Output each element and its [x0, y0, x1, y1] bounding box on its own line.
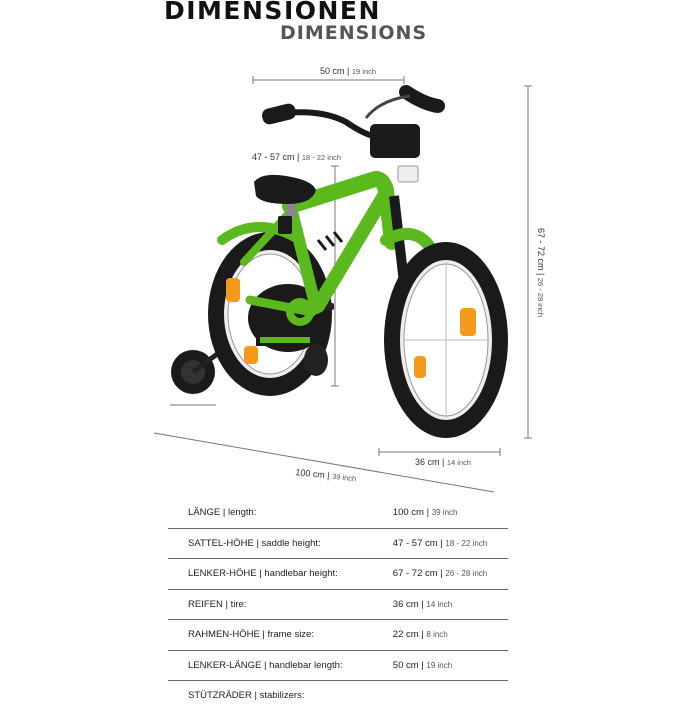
length-dimension-label: 100 cm | 39 inch — [294, 467, 357, 484]
page-subtitle: DIMENSIONS — [280, 22, 428, 44]
spec-label: LENKER-HÖHE | handlebar height: — [168, 559, 375, 590]
front-wheel — [384, 242, 508, 438]
spec-label: REIFEN | tire: — [168, 589, 375, 620]
spec-label: STÜTZRÄDER | stabilizers: — [188, 690, 305, 702]
handlebar-pad — [370, 124, 420, 158]
tire-dimension-label: 36 cm | 14 inch — [415, 457, 472, 467]
frame-stripes — [318, 232, 342, 250]
table-row — [168, 589, 508, 620]
table-row — [168, 528, 508, 559]
spec-value: 36 cm | 14 inch — [375, 589, 508, 620]
saddle — [254, 175, 316, 204]
spec-table — [168, 498, 508, 711]
spec-label: LÄNGE | length: — [168, 498, 375, 528]
spec-value: 50 cm | 19 inch — [375, 650, 508, 681]
spec-label: LENKER-LÄNGE | handlebar length: — [168, 650, 375, 681]
spec-label: SATTEL-HÖHE | saddle height: — [168, 528, 375, 559]
page-title: DIMENSIONEN — [164, 0, 381, 25]
table-row — [168, 620, 508, 651]
table-row — [168, 498, 508, 528]
spec-value: 100 cm | 39 inch — [375, 498, 508, 528]
table-row — [168, 681, 508, 711]
spec-label: RAHMEN-HÖHE | frame size: — [168, 620, 375, 651]
spec-value: 22 cm | 8 inch — [375, 620, 508, 651]
table-row — [168, 559, 508, 590]
spec-value — [375, 681, 508, 711]
spec-value: 67 - 72 cm | 26 - 28 inch — [375, 559, 508, 590]
width-dimension-label: 50 cm | 19 inch — [320, 66, 377, 76]
spec-value: 47 - 57 cm | 18 - 22 inch — [375, 528, 508, 559]
handlebar-height-dimension-label: 67 - 72 cm | 26 - 28 inch — [536, 228, 546, 318]
table-row — [168, 650, 508, 681]
saddle-height-dimension-label: 47 - 57 cm | 18 - 22 inch — [252, 152, 342, 162]
